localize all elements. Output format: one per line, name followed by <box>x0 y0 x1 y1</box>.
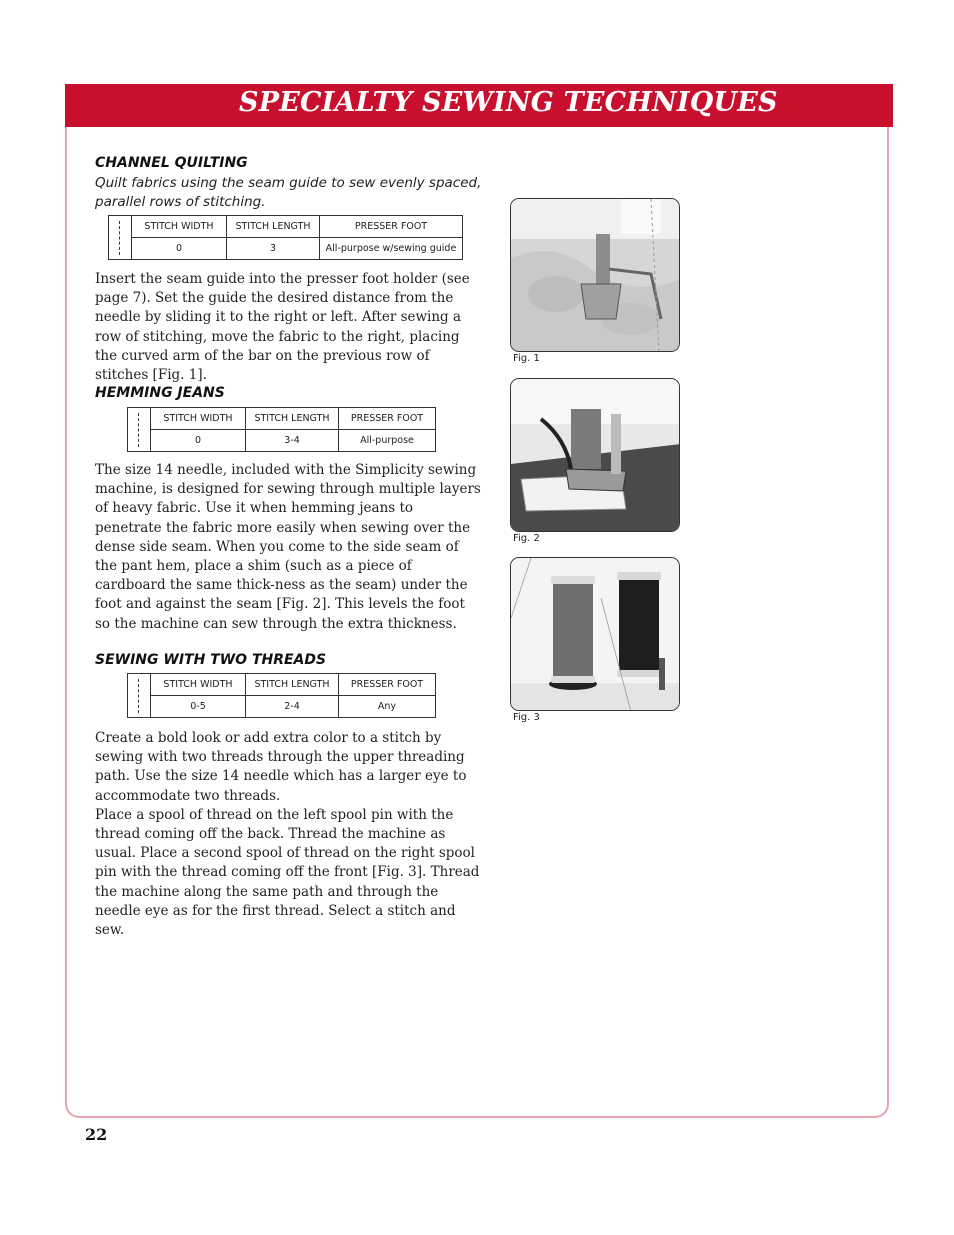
paragraph: Create a bold look or add extra color to a stitch by sewing with two threads through the upper threading path. Use the size 14 needle which has a larger eye to accommodate two threads. <box>95 730 467 804</box>
stitch-table-hemming-jeans <box>127 407 436 452</box>
table-cell: Any <box>339 696 436 718</box>
table-header: STITCH WIDTH <box>132 216 227 238</box>
table-header: STITCH LENGTH <box>246 674 339 696</box>
channel-quilting-body <box>95 270 481 385</box>
table-header: STITCH LENGTH <box>227 216 320 238</box>
table-header: PRESSER FOOT <box>320 216 463 238</box>
page-number: 22 <box>85 1125 108 1144</box>
table-header: PRESSER FOOT <box>339 408 436 430</box>
table-cell: 0 <box>132 238 227 260</box>
table-cell: 2-4 <box>246 696 339 718</box>
table-cell: 3-4 <box>246 430 339 452</box>
table-cell: All-purpose w/sewing guide <box>320 238 463 260</box>
figure-3-two-spools-photo <box>510 557 680 711</box>
paragraph: Place a spool of thread on the left spool pin with the thread coming off the back. Thread the machine as usual. Place a second spool of thread on the right spool pin with the thread coming off the front [Fig. 3]. Thread the machine along the same path and through the needle eye as for the first thread. Select a stitch and sew. <box>95 806 480 939</box>
straight-stitch-icon <box>128 408 151 452</box>
header-banner <box>65 84 893 127</box>
figure-1-seam-guide-photo <box>510 198 680 352</box>
table-cell: 3 <box>227 238 320 260</box>
table-header: STITCH WIDTH <box>151 408 246 430</box>
paragraph: Insert the seam guide into the presser foot holder (see page 7). Set the guide the desired distance from the needle by sliding it to the right or left. After sewing a row of stitching, move the fabric to the right, placing the curved arm of the bar on the previous row of stitches [Fig. 1]. <box>95 271 470 384</box>
table-header: STITCH WIDTH <box>151 674 246 696</box>
hemming-jeans-body <box>95 461 481 634</box>
figure-3-caption: Fig. 3 <box>513 712 540 723</box>
section-title-channel-quilting: CHANNEL QUILTING <box>95 155 248 171</box>
table-header: PRESSER FOOT <box>339 674 436 696</box>
figure-2-caption: Fig. 2 <box>513 533 540 544</box>
section-title-hemming-jeans: HEMMING JEANS <box>95 385 225 401</box>
table-cell: 0-5 <box>151 696 246 718</box>
stitch-table-two-threads <box>127 673 436 718</box>
stitch-table-channel-quilting <box>108 215 463 260</box>
figure-1-caption: Fig. 1 <box>513 353 540 364</box>
straight-stitch-icon <box>109 216 132 260</box>
figure-2-hemming-photo <box>510 378 680 532</box>
two-threads-body <box>95 729 481 940</box>
table-header: STITCH LENGTH <box>246 408 339 430</box>
paragraph: The size 14 needle, included with the Simplicity sewing machine, is designed for sewing through multiple layers of heavy fabric. Use it when hemming jeans to penetrate the fabric more easily when sewing over the dense side seam. When you come to the side seam of the pant hem, place a shim (such as a piece of cardboard the same thick-ness as the seam) under the foot and against the seam [Fig. 2]. This levels the foot so the machine can sew through the extra thickness. <box>95 462 481 632</box>
channel-quilting-intro: Quilt fabrics using the seam guide to sew evenly spaced, parallel rows of stitching. <box>95 175 482 210</box>
page-title: SPECIALTY SEWING TECHNIQUES <box>239 87 778 118</box>
section-title-two-threads: SEWING WITH TWO THREADS <box>95 652 327 668</box>
table-cell: 0 <box>151 430 246 452</box>
straight-stitch-icon <box>128 674 151 718</box>
table-cell: All-purpose <box>339 430 436 452</box>
